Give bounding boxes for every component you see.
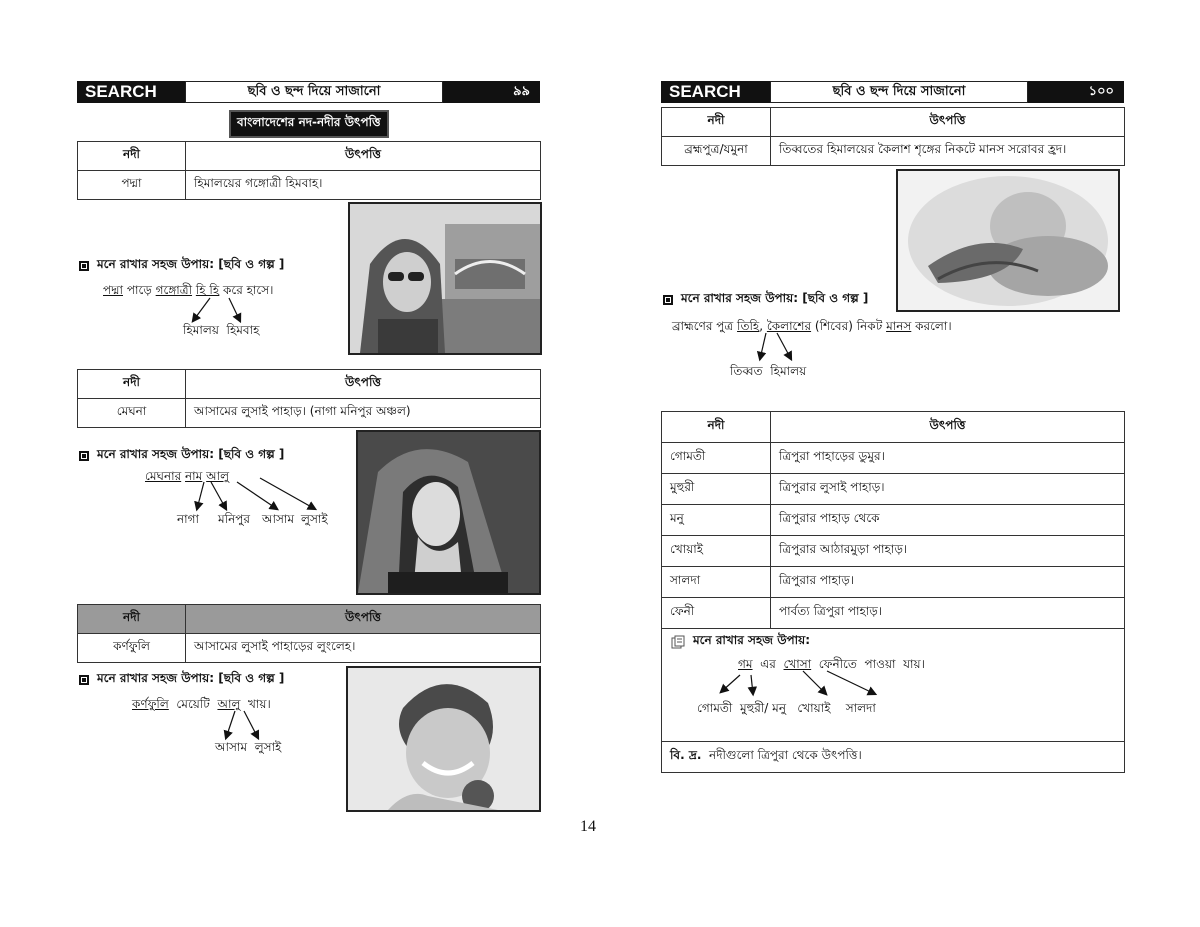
- mnemonic-line: গম এর খোসা ফেনীতে পাওয়া যায়।: [738, 657, 925, 671]
- table-row: [662, 567, 1125, 598]
- photo-woman-apple-image: [348, 668, 539, 810]
- page-header-number: ৯৯: [443, 81, 540, 103]
- col-river: নদী: [78, 605, 186, 634]
- checkbox-icon: [663, 295, 673, 305]
- footnote: বি. দ্র. নদীগুলো ত্রিপুরা থেকে উৎপত্তি।: [662, 742, 1125, 773]
- river-origin: ত্রিপুরার লুসাই পাহাড়।: [771, 474, 1125, 505]
- note-row: [662, 742, 1125, 773]
- river-name: মনু: [662, 505, 771, 536]
- origin-table-karnaphuli: [77, 604, 541, 663]
- page-number: 14: [580, 818, 596, 835]
- mnemonic-label: আসাম: [262, 512, 295, 526]
- river-name: সালদা: [662, 567, 771, 598]
- river-name: ফেনী: [662, 598, 771, 629]
- col-river: নদী: [662, 412, 771, 443]
- mnemonic-line: কর্ণফুলি মেয়েটি আলু খায়।: [132, 697, 271, 711]
- river-name: পদ্মা: [78, 171, 186, 200]
- river-name: মুহুরী: [662, 474, 771, 505]
- river-name: গোমতী: [662, 443, 771, 474]
- photo-woman-sunglasses: [348, 202, 542, 355]
- mnemonic-label: মনিপুর: [218, 512, 251, 526]
- checkbox-icon: [79, 451, 89, 461]
- river-origin: হিমালয়ের গঙ্গোত্রী হিমবাহ।: [186, 171, 541, 200]
- memory-tip-heading: মনে রাখার সহজ উপায়:: [671, 632, 810, 652]
- river-origin: আসামের লুসাই পাহাড়। (নাগা মনিপুর অঞ্চল): [186, 399, 541, 428]
- col-origin: উৎপত্তি: [186, 605, 541, 634]
- river-origin: আসামের লুসাই পাহাড়ের লুংলেহ।: [186, 634, 541, 663]
- col-origin: উৎপত্তি: [186, 370, 541, 399]
- table-row: [662, 443, 1125, 474]
- col-origin: উৎপত্তি: [771, 108, 1125, 137]
- table-row: [662, 598, 1125, 629]
- river-origin: ত্রিপুরার পাহাড় থেকে: [771, 505, 1125, 536]
- page-header-title: ছবি ও ছন্দ দিয়ে সাজানো: [770, 81, 1028, 103]
- col-river: নদী: [662, 108, 771, 137]
- table-row: [78, 399, 541, 428]
- mnemonic-labels: হিমালয় হিমবাহ: [183, 323, 260, 337]
- river-name: খোয়াই: [662, 536, 771, 567]
- photo-woman-veil: [356, 430, 541, 595]
- photo-woman-sunglasses-image: [350, 204, 540, 353]
- river-origin: ত্রিপুরা পাহাড়ের ডুমুর।: [771, 443, 1125, 474]
- river-origin: ত্রিপুরার পাহাড়।: [771, 567, 1125, 598]
- photo-baby-hands: [896, 169, 1120, 312]
- col-origin: উৎপত্তি: [186, 142, 541, 171]
- notes-icon: [671, 635, 685, 649]
- table-row: [662, 474, 1125, 505]
- page-header-number: ১০০: [1028, 81, 1124, 103]
- river-name: মেঘনা: [78, 399, 186, 428]
- photo-woman-apple: [346, 666, 541, 812]
- memory-tip-heading: মনে রাখার সহজ উপায়: [ছবি ও গল্প ]: [79, 670, 284, 690]
- river-origin: ত্রিপুরার আঠারমুড়া পাহাড়।: [771, 536, 1125, 567]
- checkbox-icon: [79, 675, 89, 685]
- photo-baby-hands-image: [898, 171, 1118, 310]
- photo-woman-veil-image: [358, 432, 539, 593]
- mnemonic-labels: আসাম লুসাই: [215, 740, 282, 754]
- table-row: [662, 536, 1125, 567]
- mnemonic-label: লুসাই: [301, 512, 328, 526]
- table-row: [662, 137, 1125, 166]
- river-origin: তিব্বতের হিমালয়ের কৈলাশ শৃঙ্গের নিকটে মানস সরোবর হ্রদ।: [771, 137, 1125, 166]
- mnemonic-line: ব্রাহ্মণের পুত্র তিহি, কৈলাশের (শিবের) নিকট মানস করলো।: [672, 319, 952, 333]
- mnemonic-line: পদ্মা পাড়ে গঙ্গোত্রী হি হি করে হাসে।: [103, 283, 274, 297]
- origin-table-brahmaputra: [661, 107, 1125, 166]
- mnemonic-labels: গোমতী মুহুরী/ মনু খোয়াই সালদা: [697, 701, 876, 715]
- search-logo: SEARCH: [77, 81, 185, 103]
- river-name: কর্ণফুলি: [78, 634, 186, 663]
- mnemonic-label: নাগা: [177, 512, 199, 526]
- section-title: বাংলাদেশের নদ-নদীর উৎপত্তি: [229, 110, 389, 138]
- page-header-title: ছবি ও ছন্দ দিয়ে সাজানো: [185, 81, 443, 103]
- col-river: নদী: [78, 370, 186, 399]
- memory-tip-heading: মনে রাখার সহজ উপায়: [ছবি ও গল্প ]: [79, 256, 284, 276]
- river-name: ব্রহ্মপুত্র/যমুনা: [662, 137, 771, 166]
- mnemonic-labels: তিব্বত হিমালয়: [730, 364, 807, 378]
- memory-tip-heading: মনে রাখার সহজ উপায়: [ছবি ও গল্প ]: [663, 290, 868, 310]
- memory-tip-heading: মনে রাখার সহজ উপায়: [ছবি ও গল্প ]: [79, 446, 284, 466]
- col-origin: উৎপত্তি: [771, 412, 1125, 443]
- river-origin: পার্বত্য ত্রিপুরা পাহাড়।: [771, 598, 1125, 629]
- table-row: [78, 634, 541, 663]
- table-row: [662, 505, 1125, 536]
- search-logo: SEARCH: [661, 81, 770, 103]
- mnemonic-line: মেঘনার নাম আলু: [145, 469, 230, 483]
- origin-table-meghna: [77, 369, 541, 428]
- col-river: নদী: [78, 142, 186, 171]
